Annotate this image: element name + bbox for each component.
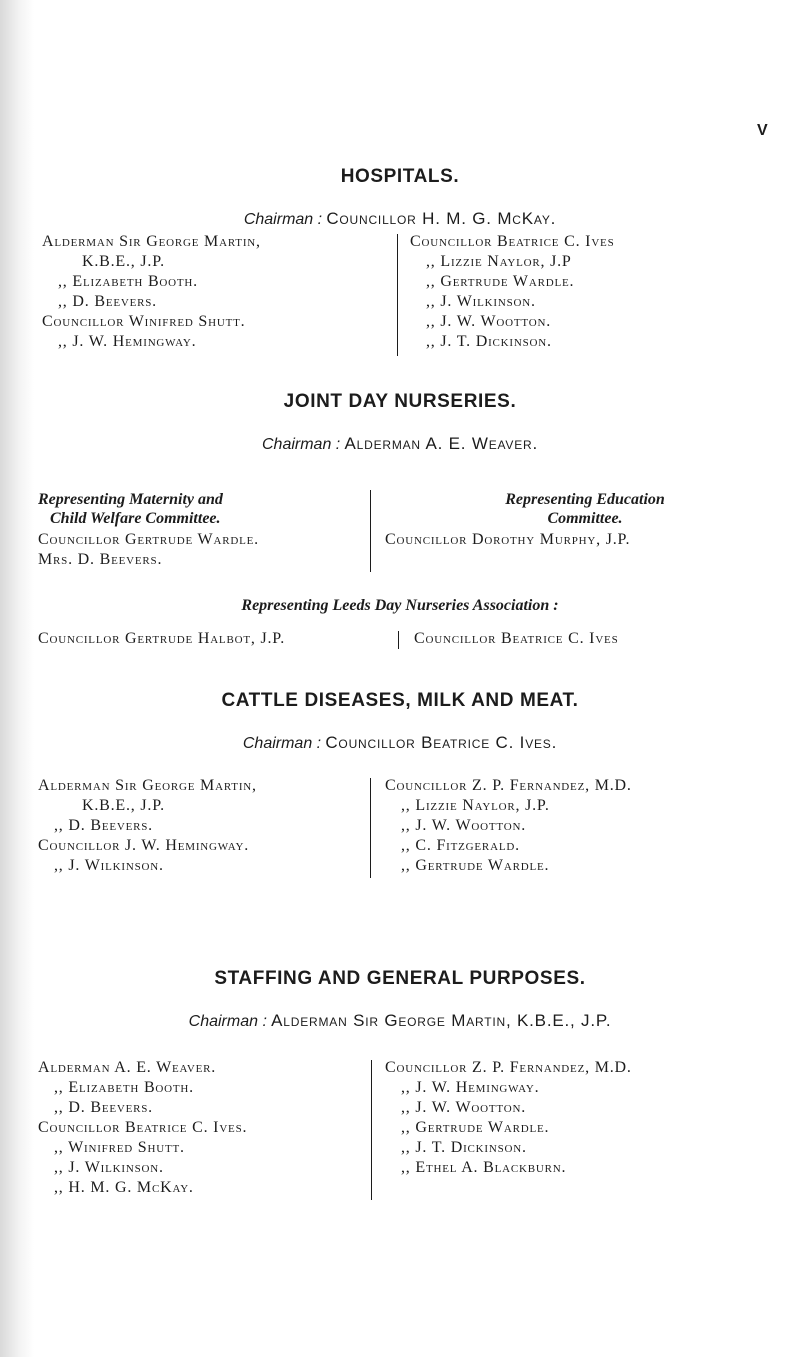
member: ,, Winifred Shutt. — [54, 1139, 185, 1156]
association-heading: Representing Leeds Day Nurseries Association : — [241, 597, 559, 614]
member: ,, J. W. Wootton. — [401, 817, 526, 834]
section-cattle — [0, 690, 800, 753]
nurseries-left-column — [38, 490, 259, 570]
member: ,, J. T. Dickinson. — [401, 1139, 527, 1156]
section-nurseries — [0, 391, 800, 454]
representing-heading: Committee. — [547, 510, 623, 527]
member: ,, J. Wilkinson. — [54, 857, 164, 874]
staffing-right-column — [385, 1058, 632, 1178]
member: ,, J. W. Hemingway. — [401, 1079, 540, 1096]
member: ,, Elizabeth Booth. — [58, 273, 198, 290]
member: Councillor Winifred Shutt. — [42, 313, 246, 330]
section-heading: HOSPITALS. — [340, 166, 460, 187]
association-member-right: Councillor Beatrice C. Ives — [414, 630, 619, 647]
column-divider — [370, 490, 371, 572]
member: Alderman Sir George Martin, — [38, 777, 257, 794]
cattle-right-column — [385, 776, 632, 876]
member: ,, C. Fitzgerald. — [401, 837, 520, 854]
member: ,, D. Beevers. — [58, 293, 157, 310]
chairman-name: Alderman Sir George Martin, K.B.E., J.P. — [271, 1011, 612, 1030]
member: ,, Gertrude Wardle. — [426, 273, 575, 290]
section-heading: JOINT DAY NURSERIES. — [283, 391, 517, 412]
association-member-left: Councillor Gertrude Halbot, J.P. — [38, 630, 286, 647]
member: ,, J. T. Dickinson. — [426, 333, 552, 350]
chairman-name: Councillor H. M. G. McKay. — [326, 209, 557, 228]
member: ,, J. W. Hemingway. — [58, 333, 197, 350]
chairman-label: Chairman : — [243, 211, 323, 228]
section-heading: STAFFING AND GENERAL PURPOSES. — [214, 968, 586, 989]
staffing-left-column — [38, 1058, 247, 1198]
member: ,, J. Wilkinson. — [426, 293, 536, 310]
member: ,, Gertrude Wardle. — [401, 1119, 550, 1136]
member: Alderman A. E. Weaver. — [38, 1059, 217, 1076]
member: K.B.E., J.P. — [82, 253, 165, 270]
member: Alderman Sir George Martin, — [42, 233, 261, 250]
member: ,, Lizzie Naylor, J.P — [426, 253, 572, 270]
representing-heading: Representing Education — [505, 491, 665, 508]
member: Mrs. D. Beevers. — [38, 551, 163, 568]
hospitals-left-column — [42, 232, 261, 352]
representing-heading: Representing Maternity and — [38, 491, 223, 508]
column-divider — [398, 631, 399, 649]
chairman-label: Chairman : — [242, 735, 322, 752]
chairman-label: Chairman : — [261, 436, 341, 453]
column-divider — [371, 1060, 372, 1200]
member: Councillor Z. P. Fernandez, M.D. — [385, 777, 632, 794]
member: Councillor Beatrice C. Ives. — [38, 1119, 248, 1136]
member: ,, Lizzie Naylor, J.P. — [401, 797, 550, 814]
member: ,, Gertrude Wardle. — [401, 857, 550, 874]
member: Councillor Z. P. Fernandez, M.D. — [385, 1059, 632, 1076]
member: K.B.E., J.P. — [82, 797, 165, 814]
nurseries-right-column — [385, 490, 785, 550]
column-divider — [370, 778, 371, 878]
member: ,, Ethel A. Blackburn. — [401, 1159, 567, 1176]
member: ,, J. Wilkinson. — [54, 1159, 164, 1176]
member: ,, J. W. Wootton. — [401, 1099, 526, 1116]
member: ,, Elizabeth Booth. — [54, 1079, 194, 1096]
chairman-name: Councillor Beatrice C. Ives. — [325, 733, 558, 752]
representing-heading: Child Welfare Committee. — [50, 510, 221, 527]
member: Councillor Beatrice C. Ives — [410, 233, 615, 250]
column-divider — [397, 234, 398, 356]
chairman-name: Alderman A. E. Weaver. — [344, 434, 539, 453]
member: ,, H. M. G. McKay. — [54, 1179, 194, 1196]
chairman-line — [0, 209, 800, 229]
member: Councillor Dorothy Murphy, J.P. — [385, 531, 631, 548]
chairman-line — [0, 1011, 800, 1031]
member: Councillor J. W. Hemingway. — [38, 837, 250, 854]
chairman-label: Chairman : — [188, 1013, 267, 1030]
member: ,, D. Beevers. — [54, 817, 153, 834]
cattle-left-column — [38, 776, 257, 876]
section-hospitals — [0, 166, 800, 229]
member: Councillor Gertrude Wardle. — [38, 531, 259, 548]
section-staffing — [0, 968, 800, 1031]
chairman-line — [0, 434, 800, 454]
page-number: V — [757, 122, 768, 139]
chairman-line — [0, 733, 800, 753]
section-heading: CATTLE DISEASES, MILK AND MEAT. — [221, 690, 579, 711]
member: ,, D. Beevers. — [54, 1099, 153, 1116]
member: ,, J. W. Wootton. — [426, 313, 551, 330]
hospitals-right-column — [410, 232, 615, 352]
